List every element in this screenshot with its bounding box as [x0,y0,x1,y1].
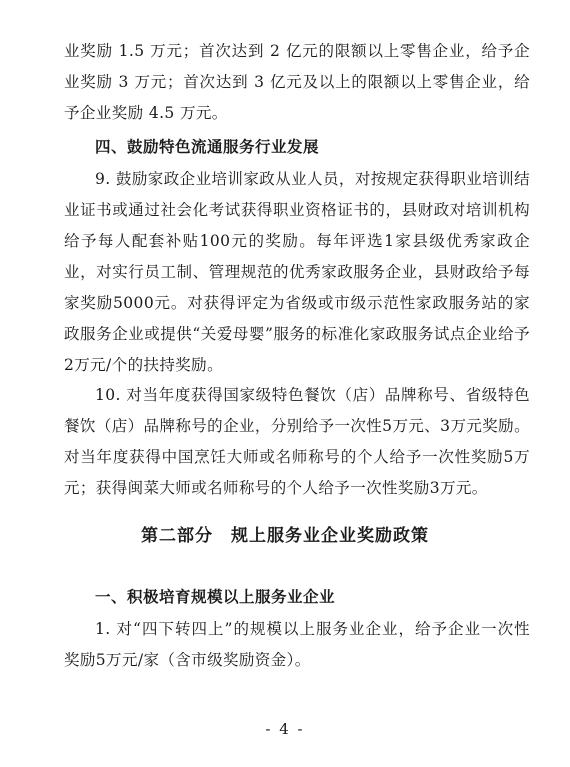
item-10-paragraph: 10. 对当年度获得国家级特色餐饮（店）品牌称号、省级特色餐饮（店）品牌称号的企业，分别给予一次性5万元、3万元奖励。对当年度获得中国烹饪大师或名师称号的个人给予一次性奖励5万元；获得闽菜大师或名师称号的个人给予一次性奖励3万元。 [64,386,530,497]
page-number: - 4 - [265,720,305,738]
part-two-heading: 第二部分 规上服务业企业奖励政策 [141,526,429,546]
subsection-one-heading: 一、积极培育规模以上服务业企业 [95,588,336,606]
section-four-heading: 四、鼓励特色流通服务行业发展 [95,138,320,156]
continuation-paragraph: 业奖励 1.5 万元；首次达到 2 亿元的限额以上零售企业，给予企业奖励 3 万元；首次达到 3 亿元及以上的限额以上零售企业，给予企业奖励 4.5 万元。 [64,42,530,122]
item-9-paragraph: 9. 鼓励家政企业培训家政从业人员，对按规定获得职业培训结业证书或通过社会化考试获得职业资格证书的，县财政对培训机构给予每人配套补贴100元的奖励。每年评选1家县级优秀家政企业，对实行员工制、管理规范的优秀家政服务企业，县财政给予每家奖励5000元。对获得评定为省级或市级示范性家政服务站的家政服务企业或提供“关爱母婴”服务的标准化家政服务试点企业给予2万元/个的扶持奖励。 [64,170,530,374]
item-1-paragraph: 1. 对“四下转四上”的规模以上服务业企业，给予企业一次性奖励5万元/家（含市级奖励资金）。 [64,620,530,669]
